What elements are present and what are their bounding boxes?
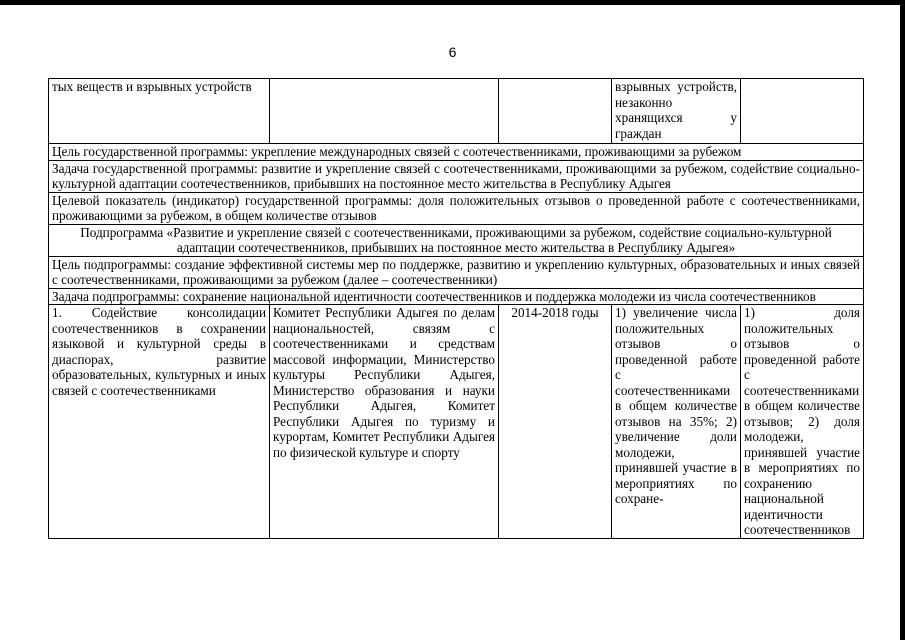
- cell-indicators: 1) доля положительных отзывов о проведенной работе с соотечественниками в общем количестве отзывов; 2) доля молодежи, принявшей участие в мероприятиях по сохранению национальной идентичности соотечественников: [741, 305, 864, 539]
- cell-measure-continued: тых веществ и взрывных устройств: [49, 79, 270, 144]
- scan-edge-top: [0, 0, 905, 5]
- subprogram-title: Подпрограмма «Развитие и укрепление связей с соотечественниками, проживающими за рубежом, содействие социально-культурной адаптации соотечественников, прибывших на постоянное место жительства в Республику Адыгея»: [49, 224, 864, 256]
- subprogram-task: Задача подпрограммы: сохранение национальной идентичности соотечественников и поддержка молодежи из числа соотечественников: [49, 288, 864, 305]
- cell-empty: [741, 79, 864, 144]
- table-row: [49, 256, 864, 288]
- scan-edge-right: [900, 0, 905, 640]
- page-number: 6: [448, 44, 457, 60]
- program-table: [48, 78, 864, 539]
- subprogram-goal: Цель подпрограммы: создание эффективной системы мер по поддержке, развитию и укреплению культурных, образовательных и иных связей с соотечественниками, проживающими за рубежом (далее – соотечественники): [49, 256, 864, 288]
- cell-empty: [270, 79, 499, 144]
- cell-results: 1) увеличение числа положительных отзывов о проведенной работе с соотечественниками в общем количестве отзывов на 35%; 2) увеличение доли молодежи, принявшей участие в мероприятиях по сохране-: [612, 305, 741, 539]
- program-goal: Цель государственной программы: укрепление международных связей с соотечественниками, проживающими за рубежом: [49, 144, 864, 161]
- cell-measure: 1. Содействие консолидации соотечественников в сохранении языковой и культурной среды в диаспорах, развитие образовательных, культурных и иных связей с соотечественниками: [49, 305, 270, 539]
- program-task: Задача государственной программы: развитие и укрепление связей с соотечественниками, проживающими за рубежом, содействие социально-культурной адаптации соотечественников, прибывших на постоянное место жительства в Республику Адыгея: [49, 160, 864, 192]
- cell-executors: Комитет Республики Адыгея по делам национальностей, связям с соотечественниками и средствам массовой информации, Министерство культуры Республики Адыгея, Министерство образования и науки Республики Адыгея, Комитет Республики Адыгея по туризму и курортам, Комитет Республики Адыгея по физической культуре и спорту: [270, 305, 499, 539]
- table-row: [49, 192, 864, 224]
- cell-empty: [499, 79, 612, 144]
- table-row: [49, 144, 864, 161]
- table-row: [49, 79, 864, 144]
- table-row: [49, 160, 864, 192]
- cell-period: 2014-2018 годы: [499, 305, 612, 539]
- table-row: [49, 224, 864, 256]
- cell-result-continued: взрывных устройств, незаконно хранящихся у граждан: [612, 79, 741, 144]
- program-indicator: Целевой показатель (индикатор) государственной программы: доля положительных отзывов о проведенной работе с соотечественниками, проживающими за рубежом, в общем количестве отзывов: [49, 192, 864, 224]
- table-row: [49, 288, 864, 305]
- table-row: [49, 305, 864, 539]
